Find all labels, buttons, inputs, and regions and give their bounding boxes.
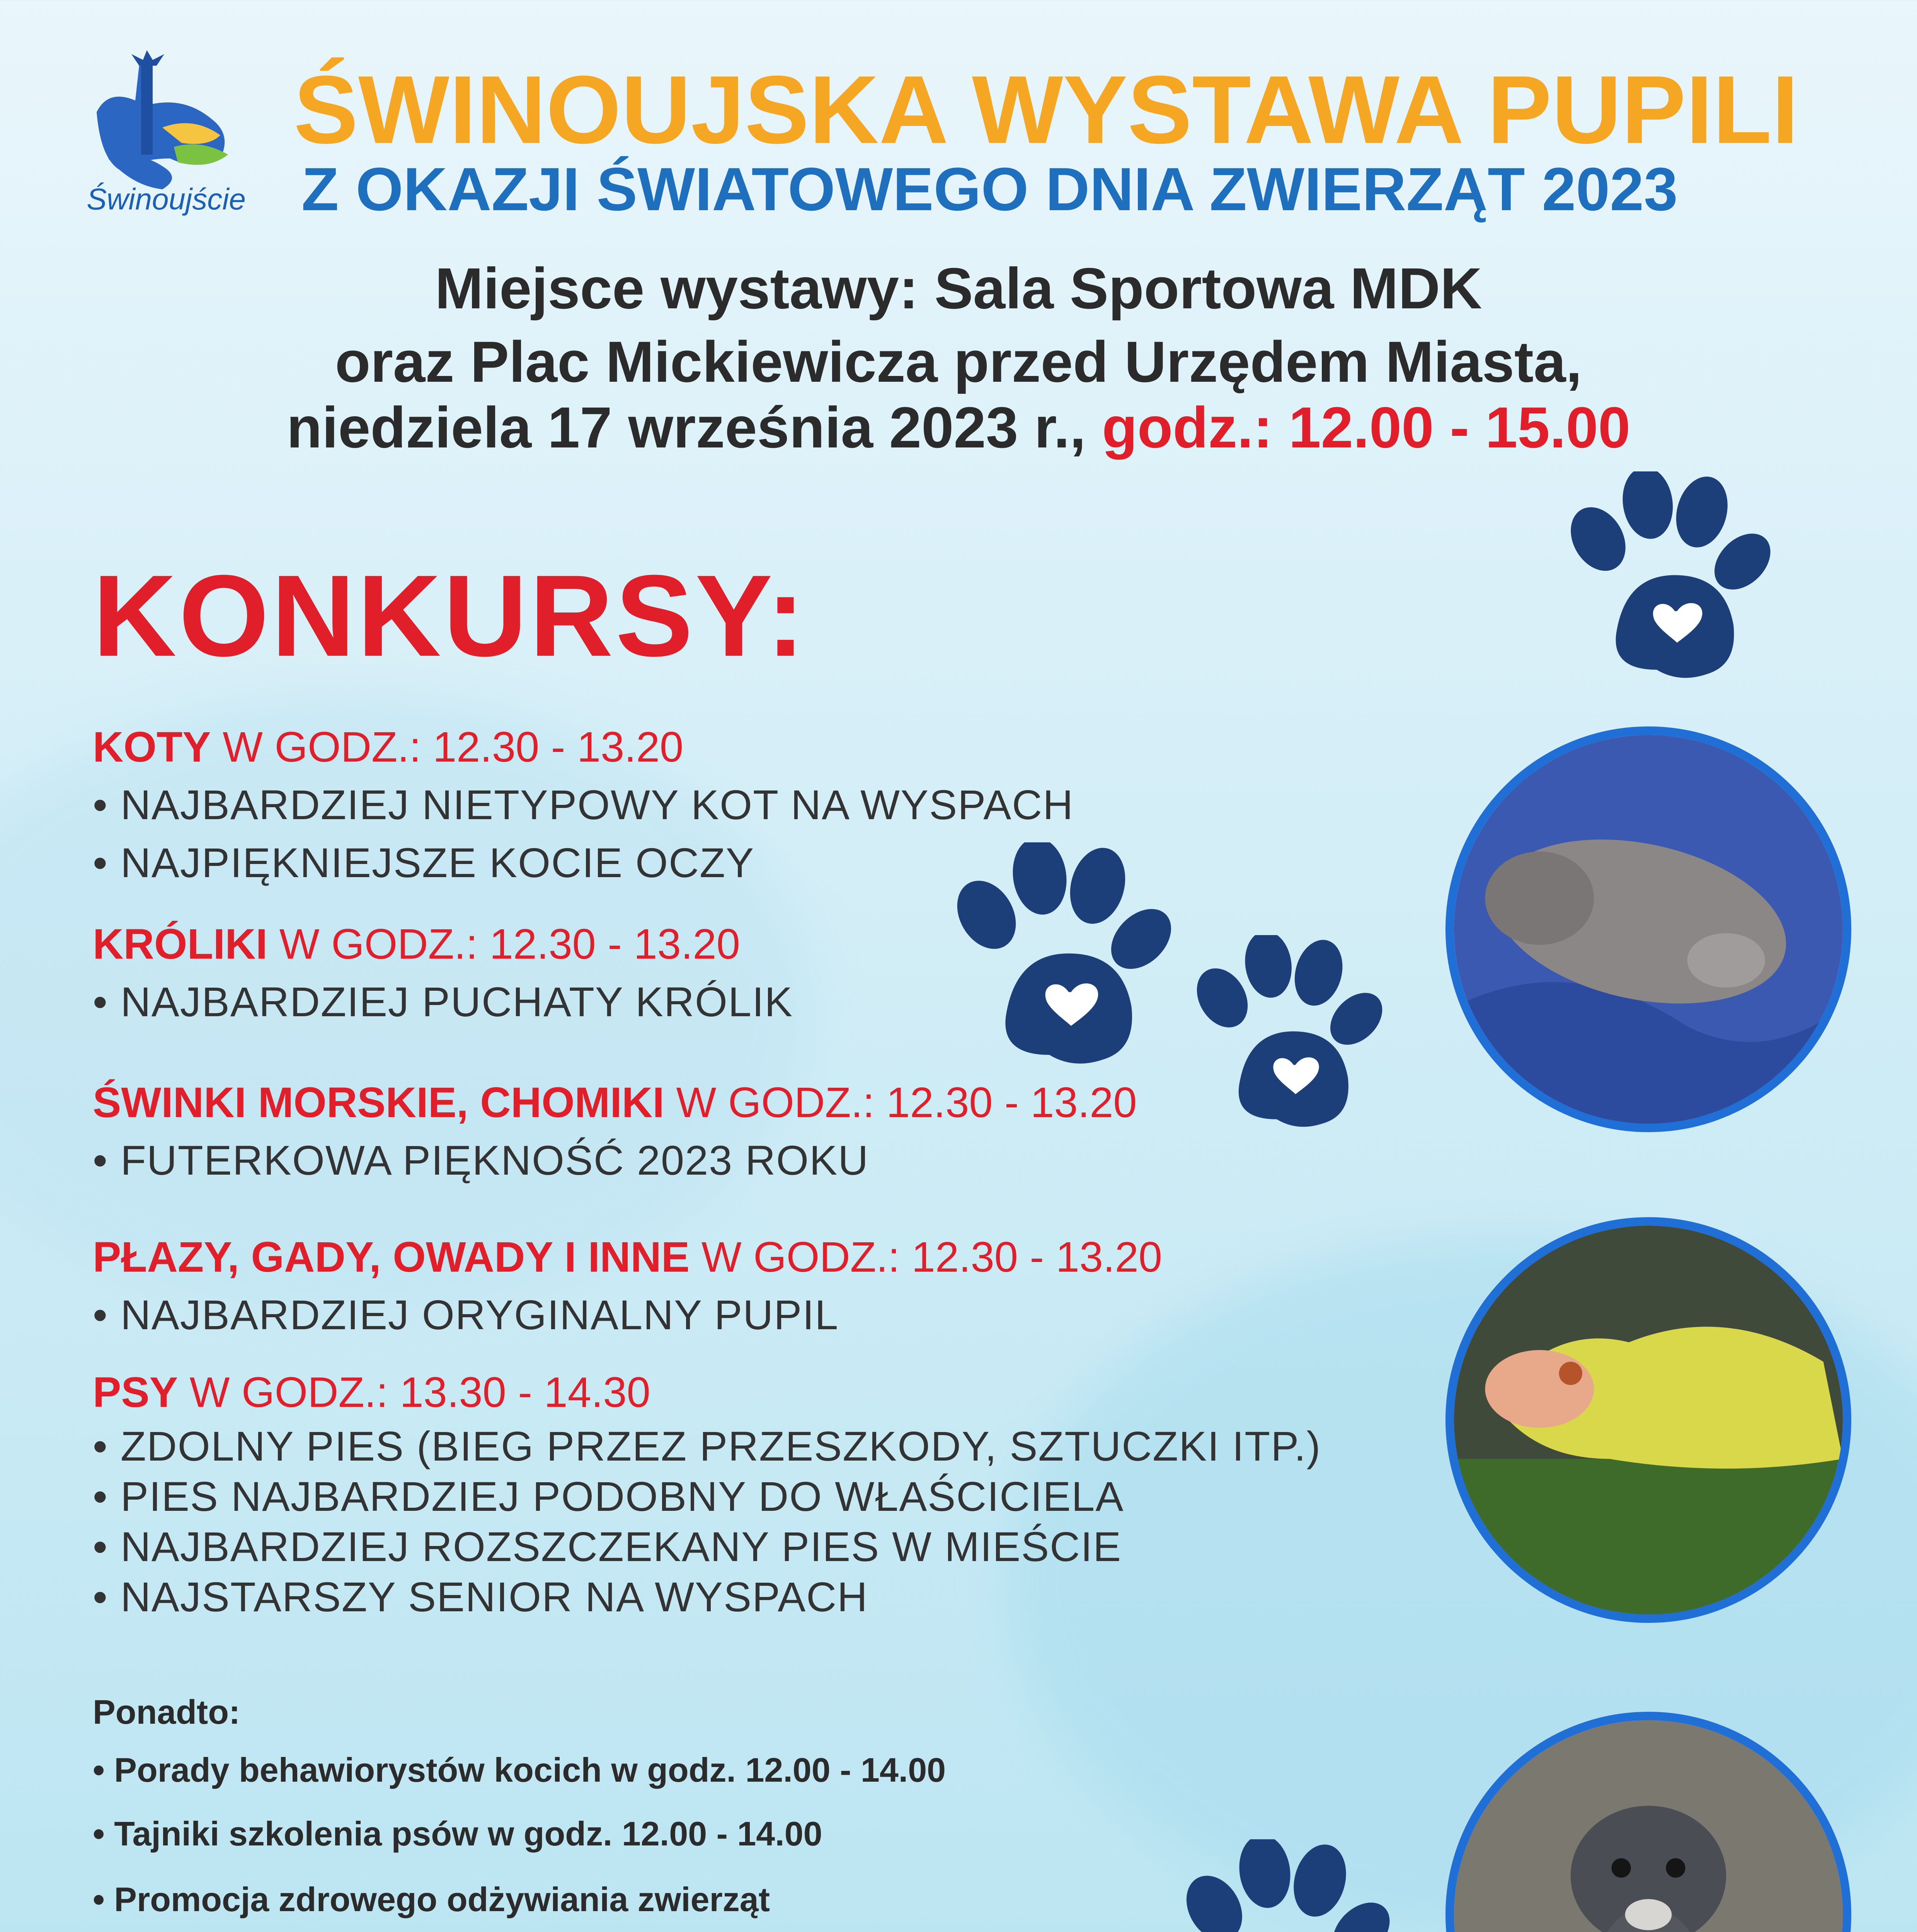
venue-hours: godz.: 12.00 - 15.00: [1102, 395, 1631, 460]
category-name: ŚWINKI MORSKIE, CHOMIKI: [93, 1079, 664, 1126]
paw-heart-icon: [1179, 935, 1391, 1136]
category-time: W GODZ.: 12.30 - 13.20: [211, 723, 684, 771]
list-item: • Promocja zdrowego odżywiania zwierząt: [93, 1880, 770, 1918]
list-item: • Porady behawiorystów kocich w godz. 12.00 - 14.00: [93, 1751, 946, 1789]
list-item: • PIES NAJBARDZIEJ PODOBNY DO WŁAŚCICIELA: [93, 1473, 1124, 1520]
list-item: • FUTERKOWA PIĘKNOŚĆ 2023 ROKU: [93, 1137, 869, 1184]
category-psy: [93, 1368, 650, 1417]
category-name: KOTY: [93, 723, 211, 771]
list-item: • NAJBARDZIEJ ROZSZCZEKANY PIES W MIEŚCIE: [93, 1523, 1122, 1570]
list-item: • NAJBARDZIEJ NIETYPOWY KOT NA WYSPACH: [93, 781, 1074, 828]
venue-line-2: oraz Plac Mickiewicza przed Urzędem Miasta,: [335, 329, 1582, 394]
venue-line-3: [0, 394, 1917, 461]
category-kroliki: [93, 920, 740, 969]
photo-sleeping-dog: [1445, 726, 1851, 1132]
category-swinki: [93, 1078, 1137, 1127]
list-item: • Tajniki szkolenia psów w godz. 12.00 - 14.00: [93, 1815, 822, 1853]
venue-date: niedziela 17 września 2023 r.,: [286, 395, 1102, 460]
page-title: ŚWINOUJSKA WYSTAWA PUPILI: [294, 56, 1799, 163]
category-plazy: [93, 1233, 1162, 1282]
category-name: PŁAZY, GADY, OWADY I INNE: [93, 1233, 690, 1281]
extras-heading: Ponadto:: [93, 1693, 240, 1731]
contests-heading: KONKURSY:: [93, 551, 807, 680]
category-name: PSY: [93, 1369, 178, 1416]
logo-text: Świnoujście: [87, 182, 246, 216]
list-item: • ZDOLNY PIES (BIEG PRZEZ PRZESZKODY, SZTUCZKI ITP.): [93, 1423, 1321, 1469]
category-koty: [93, 723, 683, 772]
page-subtitle: Z OKAZJI ŚWIATOWEGO DNIA ZWIERZĄT 2023: [301, 155, 1678, 223]
category-name: KRÓLIKI: [93, 920, 268, 968]
photo-iguana: [1445, 1217, 1851, 1623]
category-time: W GODZ.: 12.30 - 13.20: [664, 1079, 1137, 1126]
list-item: • NAJBARDZIEJ PUCHATY KRÓLIK: [93, 978, 793, 1025]
paw-heart-icon: [1167, 1839, 1399, 1932]
list-item: • NAJBARDZIEJ ORYGINALNY PUPIL: [93, 1291, 839, 1338]
category-time: W GODZ.: 12.30 - 13.20: [690, 1233, 1162, 1281]
list-item: • NAJSTARSZY SENIOR NA WYSPACH: [93, 1573, 868, 1620]
category-time: W GODZ.: 12.30 - 13.20: [267, 920, 740, 968]
paw-heart-icon: [935, 842, 1183, 1074]
category-time: W GODZ.: 13.30 - 14.30: [178, 1369, 650, 1416]
venue-line-1: Miejsce wystawy: Sala Sportowa MDK: [435, 256, 1482, 321]
paw-heart-icon: [1546, 471, 1786, 688]
list-item: • NAJPIĘKNIEJSZE KOCIE OCZY: [93, 839, 755, 886]
